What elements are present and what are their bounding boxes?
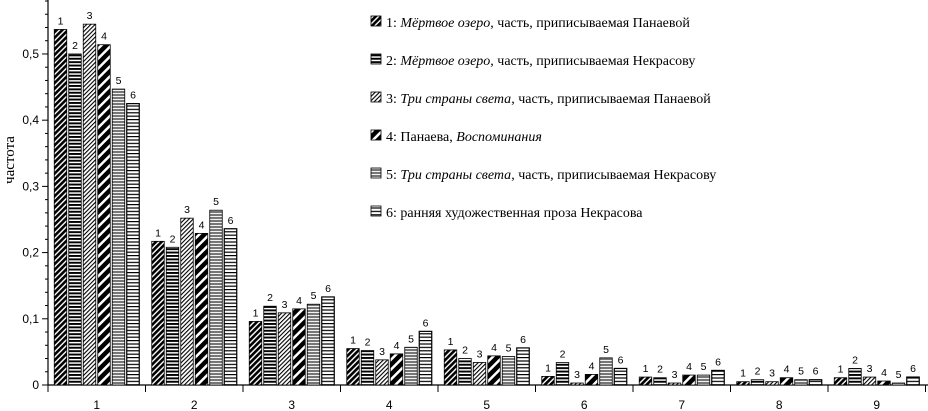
bar-series-2: [654, 378, 667, 385]
y-tick-label: 0: [32, 378, 39, 392]
bar-series-4: [293, 309, 306, 385]
bar-number-label: 2: [267, 292, 273, 305]
legend-swatch: [371, 16, 381, 26]
legend-label: 6: ранняя художественная проза Некрасова: [386, 206, 643, 221]
bar-series-4: [878, 381, 891, 385]
bar-series-5: [210, 210, 223, 385]
legend-swatch: [371, 92, 381, 102]
bar-series-3: [181, 218, 194, 385]
bar-number-label: 1: [447, 335, 454, 348]
x-tick-label: 7: [678, 398, 686, 411]
bar-number-label: 5: [798, 365, 804, 378]
bar-series-2: [459, 359, 472, 385]
legend-item-2: [371, 54, 695, 69]
bar-number-label: 3: [866, 363, 873, 376]
bar-number-label: 4: [296, 294, 302, 307]
bar-number-label: 1: [252, 307, 259, 320]
bar-number-label: 3: [379, 345, 385, 358]
bar-series-4: [780, 378, 793, 385]
bar-number-label: 6: [715, 356, 721, 369]
legend-swatch: [371, 130, 381, 140]
bar-number-label: 3: [476, 348, 483, 361]
bar-series-4: [390, 354, 403, 385]
bar-number-label: 2: [462, 344, 468, 357]
bar-series-6: [127, 104, 140, 385]
bar-number-label: 2: [72, 39, 78, 52]
bar-number-label: 2: [364, 336, 371, 349]
bar-number-label: 4: [198, 219, 205, 232]
bar-number-label: 3: [184, 204, 190, 217]
bar-series-1: [834, 378, 847, 385]
bar-number-label: 4: [783, 363, 790, 376]
bar-series-2: [556, 362, 569, 385]
bar-series-3: [376, 360, 389, 385]
bar-series-2: [166, 247, 179, 385]
legend-label: 5: Три страны света, часть, приписываемая Некрасову: [386, 168, 717, 183]
bar-series-5: [795, 380, 808, 385]
bar-number-label: 2: [169, 233, 176, 246]
bar-number-label: 1: [155, 227, 161, 240]
bar-number-label: 5: [408, 333, 414, 346]
bar-number-label: 2: [852, 354, 858, 367]
bar-series-6: [809, 380, 822, 385]
bar-number-label: 4: [881, 367, 887, 380]
bar-series-2: [849, 368, 862, 385]
bar-series-6: [224, 229, 237, 385]
bar-number-label: 2: [559, 348, 566, 361]
bar-series-6: [712, 370, 725, 385]
legend-swatch: [371, 168, 381, 178]
bar-series-3: [766, 382, 779, 385]
bar-number-label: 3: [574, 369, 580, 382]
x-tick-label: 3: [288, 398, 296, 411]
bar-series-6: [419, 331, 432, 385]
bar-series-5: [502, 357, 515, 385]
bar-number-label: 3: [671, 369, 678, 382]
y-tick-label: 0,2: [22, 245, 39, 260]
bar-number-label: 4: [491, 341, 497, 354]
bar-series-6: [614, 368, 627, 385]
bar-series-1: [542, 376, 555, 385]
bar-series-3: [863, 377, 876, 385]
bar-series-5: [405, 347, 418, 385]
bar-number-label: 6: [325, 282, 331, 295]
x-tick-label: 4: [385, 398, 393, 411]
bar-number-label: 5: [505, 342, 512, 355]
bar-series-2: [751, 380, 764, 385]
legend-swatch: [371, 54, 381, 64]
bar-series-2: [69, 54, 82, 385]
bar-series-2: [361, 351, 374, 385]
bar-number-label: 4: [393, 339, 400, 352]
bar-series-1: [737, 382, 750, 385]
bar-number-label: 6: [812, 365, 819, 378]
bar-series-4: [585, 374, 598, 385]
bar-series-1: [639, 377, 652, 385]
bar-number-label: 4: [686, 361, 692, 374]
bar-series-5: [112, 89, 125, 385]
bar-number-label: 5: [700, 361, 707, 374]
bar-series-3: [83, 24, 96, 385]
bar-series-3: [571, 383, 584, 385]
bar-series-4: [98, 45, 111, 385]
legend-label: 3: Три страны света, часть, приписываемая Панаевой: [386, 92, 711, 107]
bar-number-label: 3: [281, 298, 288, 311]
legend-item-1: [371, 16, 690, 31]
bar-number-label: 1: [350, 334, 356, 347]
legend-label: 1: Мёртвое озеро, часть, приписываемая Панаевой: [386, 16, 690, 31]
bar-series-1: [54, 29, 67, 385]
bar-number-label: 4: [588, 360, 595, 373]
bar-series-4: [683, 375, 696, 385]
bar-number-label: 5: [895, 369, 902, 382]
x-tick-label: 2: [190, 398, 198, 411]
bar-number-label: 2: [657, 363, 663, 376]
bar-number-label: 5: [310, 290, 317, 303]
bar-series-4: [488, 356, 501, 385]
bar-series-6: [907, 377, 920, 385]
bar-number-label: 3: [769, 367, 775, 380]
legend-label: 4: Панаева, Воспоминания: [386, 130, 542, 145]
bar-number-label: 1: [57, 15, 64, 28]
legend-item-6: [371, 206, 643, 221]
y-tick-label: 0,4: [22, 113, 39, 128]
bar-number-label: 1: [545, 362, 551, 375]
bar-number-label: 6: [422, 317, 429, 330]
bar-number-label: 5: [115, 75, 122, 88]
bar-series-1: [249, 321, 262, 385]
bar-number-label: 1: [837, 363, 844, 376]
bar-number-label: 6: [130, 89, 136, 102]
legend-swatch: [371, 206, 381, 216]
y-tick-label: 0,1: [22, 311, 39, 326]
bar-number-label: 3: [86, 10, 93, 23]
bar-series-5: [697, 375, 710, 385]
bar-series-5: [307, 304, 320, 385]
x-tick-label: 1: [93, 398, 101, 411]
bar-number-label: 6: [617, 354, 624, 367]
y-tick-label: 0,5: [22, 46, 39, 61]
legend-item-3: [371, 92, 711, 107]
bar-number-label: 5: [213, 196, 219, 209]
bar-number-label: 2: [754, 365, 761, 378]
bar-series-1: [347, 349, 360, 385]
legend-item-5: [371, 168, 716, 183]
bar-number-label: 6: [520, 333, 526, 346]
bar-number-label: 1: [740, 367, 746, 380]
bar-series-3: [473, 362, 486, 385]
bar-number-label: 6: [910, 363, 916, 376]
bar-number-label: 4: [101, 30, 107, 43]
bar-series-1: [152, 241, 165, 385]
y-axis-label: частота: [2, 136, 18, 184]
bar-series-6: [322, 297, 335, 385]
bar-series-2: [264, 306, 277, 385]
bar-number-label: 6: [227, 214, 234, 227]
bar-series-1: [444, 350, 457, 385]
x-tick-label: 5: [483, 398, 491, 411]
bar-series-6: [517, 348, 530, 385]
bar-series-3: [278, 313, 291, 385]
bar-series-3: [668, 383, 681, 385]
bar-series-5: [892, 383, 905, 385]
x-tick-label: 9: [873, 398, 881, 411]
legend-item-4: [371, 130, 542, 145]
bar-number-label: 1: [642, 363, 649, 376]
legend-label: 2: Мёртвое озеро, часть, приписываемая Некрасову: [386, 54, 696, 69]
bar-series-5: [600, 358, 613, 385]
legend: [371, 16, 716, 221]
bar-number-label: 5: [603, 343, 609, 356]
x-tick-label: 6: [580, 398, 588, 411]
y-tick-label: 0,3: [22, 179, 39, 194]
x-tick-label: 8: [775, 398, 783, 411]
bar-series-4: [195, 233, 208, 385]
